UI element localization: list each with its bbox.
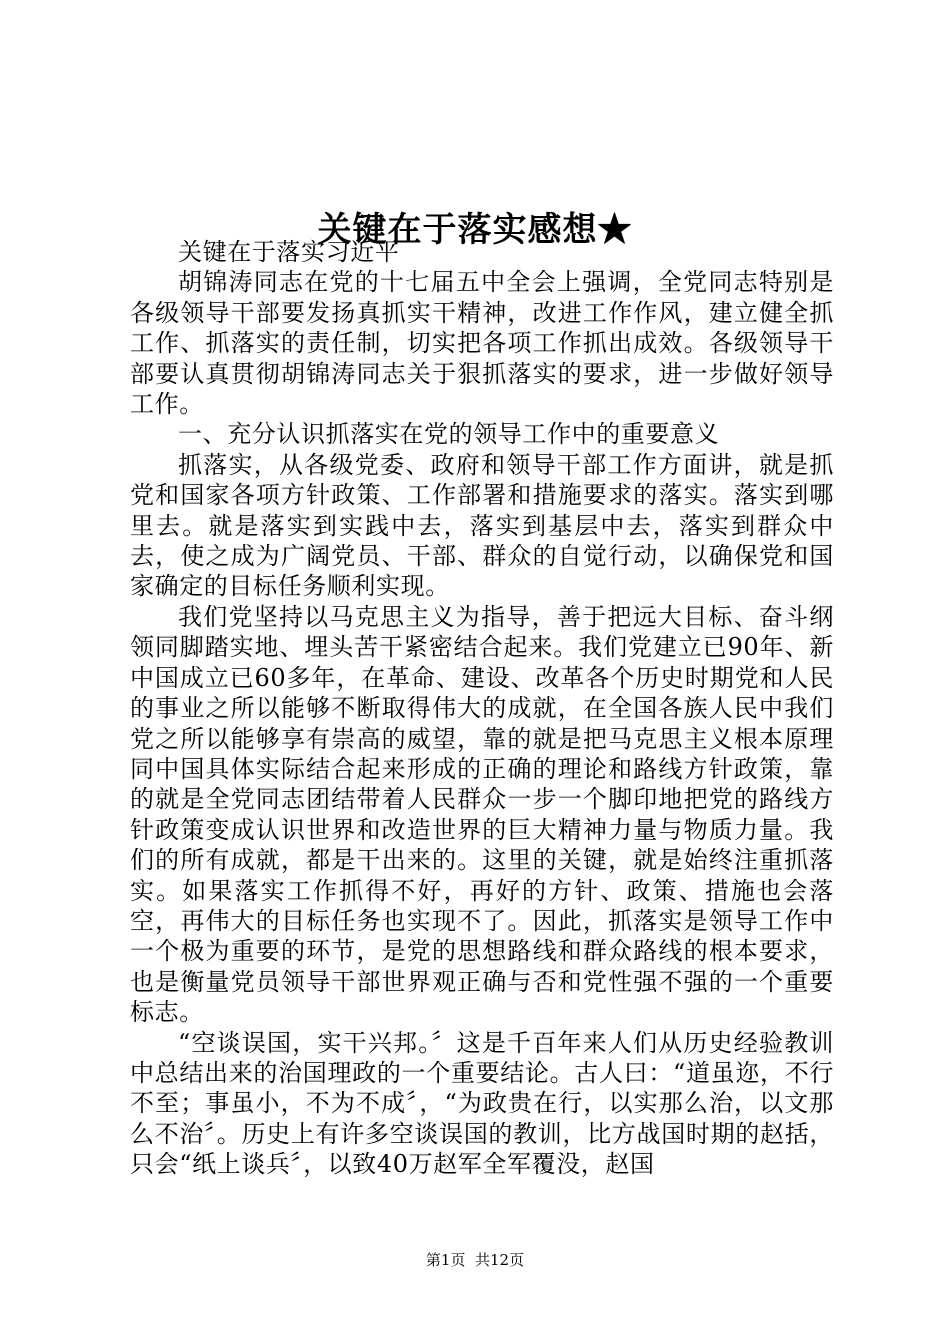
paragraph-subtitle: 关键在于落实习近平 <box>178 238 400 266</box>
paragraph-intro: 胡锦涛同志在党的十七届五中全会上强调，全党同志特别是各级领导干部要发扬真抓实干精神，改进工作作风，建立健全抓工作、抓落实的责任制，切实把各项工作抓出成效。各级领导干部要认真贯彻胡锦涛同志关于狠抓落实的要求，进一步做好领导工作。 <box>130 268 834 419</box>
paragraph: “空谈误国，实干兴邦。〞这是千百年来人们从历史经验教训中总结出来的治国理政的一个重要结论。古人曰：“道虽迩，不行不至；事虽小，不为不成〞，“为政贵在行，以实那么治，以文那么不治〞。历史上有许多空谈误国的教训，比方战国时期的赵括，只会“纸上谈兵〞，以致40万赵军全军覆没，赵国 <box>130 1028 834 1179</box>
page-number: 第1页 共12页 <box>425 1251 525 1269</box>
paragraph: 我们党坚持以马克思主义为指导，善于把远大目标、奋斗纲领同脚踏实地、埋头苦干紧密结合起来。我们党建立已90年、新中国成立已60多年，在革命、建设、改革各个历史时期党和人民的事业之所以能够不断取得伟大的成就，在全国各族人民中我们党之所以能够享有崇高的威望，靠的就是把马克思主义根本原理同中国具体实际结合起来形成的正确的理论和路线方针政策，靠的就是全党同志团结带着人民群众一步一个脚印地把党的路线方针政策变成认识世界和改造世界的巨大精神力量与物质力量。我们的所有成就，都是干出来的。这里的关键，就是始终注重抓落实。如果落实工作抓得不好，再好的方针、政策、措施也会落空，再伟大的目标任务也实现不了。因此，抓落实是领导工作中一个极为重要的环节，是党的思想路线和群众路线的根本要求，也是衡量党员领导干部世界观正确与否和党性强不强的一个重要标志。 <box>130 602 834 1027</box>
paragraph: 抓落实，从各级党委、政府和领导干部工作方面讲，就是抓党和国家各项方针政策、工作部署和措施要求的落实。落实到哪里去。就是落实到实践中去，落实到基层中去，落实到群众中去，使之成为广阔党员、干部、群众的自觉行动，以确保党和国家确定的目标任务顺利实现。 <box>130 450 834 601</box>
document-body <box>130 237 834 1180</box>
document-title: 关键在于落实感想★ <box>317 209 633 250</box>
page-footer <box>0 1250 950 1270</box>
section-heading: 一、充分认识抓落实在党的领导工作中的重要意义 <box>178 420 720 449</box>
